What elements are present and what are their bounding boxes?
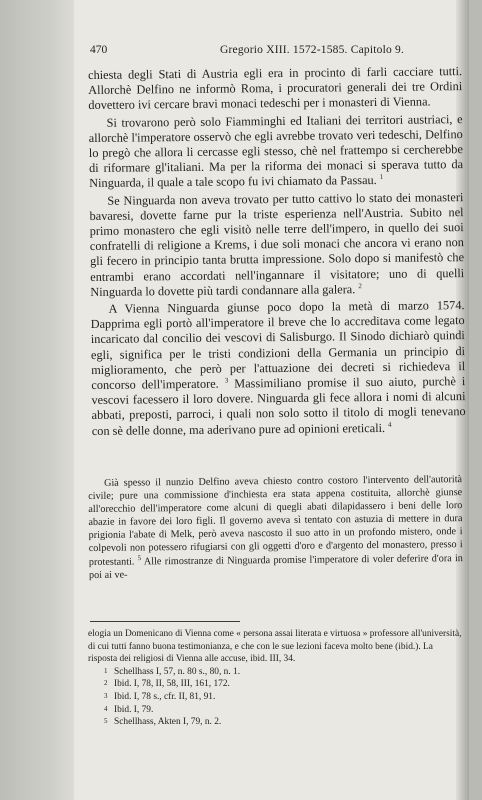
footnote [88, 691, 462, 704]
paragraph-text: Alle rimostranze di Ninguarda promise l'imperatore di voler deferire d'ora in poi ai ve- [88, 552, 463, 581]
footnote-text: Schellhass, Akten I, 79, n. 2. [114, 717, 222, 728]
paragraph [90, 298, 465, 439]
footnote-number: 1 [104, 666, 108, 675]
paragraph-text: Si trovarono però solo Fiamminghi ed Italiani dei territori austriaci, e allorchè l'imperatore osservò che egli avrebbe trovato veri tedeschi, Delfino lo pregò che allora li cercasse egli stesso, chè nel frattempo si cercherebbe di riformare gl'italiani. Ma per la riforma dei monaci si sperava tutto da Ninguarda, il quale a tale scopo fu ivi chiamato da Passau. [88, 111, 464, 191]
footnote-marker: 5 [137, 553, 142, 562]
paragraph [89, 190, 464, 300]
footnote-marker: 3 [224, 376, 229, 385]
footnotes [88, 628, 462, 729]
footnote [88, 666, 462, 679]
page-number: 470 [90, 44, 108, 56]
footnote [88, 678, 462, 691]
footnote-marker: 4 [388, 420, 392, 429]
footnote-text: Ibid. I, 79. [114, 704, 154, 715]
footnote-marker: 2 [358, 281, 362, 290]
running-title: Gregorio XIII. 1572-1585. Capitolo 9. [220, 44, 405, 56]
footnote [88, 716, 462, 729]
paragraph-text: Se Ninguarda non aveva trovato per tutto cattivo lo stato dei monasteri bavaresi, dovette farne pur la triste esperienza nell'Austria. Subito nel primo monastero che egli visitò nelle terre dell'impero, in quello dei suoi confratelli di religione a Krems, i due soli monaci che ancora vi erano non gli fecero in principio tanta brutta impressione. Solo dopo si manifestò che entrambi erano accordati nell'ingannare il visitatore; uno di quelli Ninguarda lo dovette più tardi condannare alla galera. [89, 189, 465, 299]
footnote-rule [90, 621, 240, 622]
paragraph [88, 112, 463, 192]
footnote-number: 4 [104, 704, 108, 713]
main-text [88, 64, 466, 441]
footnote-text: Schellhass I, 57, n. 80 s., 80, n. 1. [114, 666, 241, 677]
paragraph-text: chiesta degli Stati di Austria egli era in procinto di farli cacciare tutti. Allorchè Delfino ne informò Roma, i procuratori generali dei tre Ordini dovettero ivi cercare bravi monaci tedeschi per i monasteri di Vienna. [88, 64, 463, 113]
paragraph-text: A Vienna Ninguarda giunse poco dopo la metà di marzo 1574. Dapprima egli portò all'imperatore il breve che lo accreditava come legato incaricato dal concilio dei vescovi di Salisburgo. Il Sinodo dichiarò quindi egli, significa per le tristi condizioni della Germania un principio di miglioramento, che però per l'attuazione dei decreti si richiedeva il concorso dell'imperatore. [90, 298, 466, 393]
book-gutter [0, 0, 74, 800]
paragraph-text: Massimiliano promise il suo aiuto, purchè i vescovi facessero il loro dovere. Ninguarda gli fece allora i nomi di alcuni abbati, preposti, parroci, i quali non solo sotto il titolo di mogli tenevano con sè delle donne, ma aderivano pure ad opinioni ereticali. [91, 374, 466, 438]
footnote-continuation: elogia un Domenicano di Vienna come « persona assai literata e virtuosa » professore all'università, di cui tutti fanno buona testimonianza, e che con le sue lezioni faceva molto bene (ibid.). La risposta dei religiosi di Vienna alle accuse, ibid. III, 34. [88, 629, 462, 665]
footnote [88, 704, 462, 717]
footnote-marker: 1 [379, 173, 384, 182]
paragraph [88, 473, 463, 582]
page-header [90, 44, 462, 60]
footnote-number: 5 [104, 717, 108, 726]
small-print-section [88, 473, 463, 582]
footnote-text: Ibid. I, 78 s., cfr. II, 81, 91. [114, 691, 216, 702]
footnote-number: 2 [104, 679, 108, 688]
paragraph [88, 64, 462, 114]
footnote-text: Ibid. I, 78, II, 58, III, 161, 172. [114, 679, 230, 690]
paragraph-text: Già spesso il nunzio Delfino aveva chiesto contro costoro l'intervento dell'autorità civile; pure una commissione d'inchiesta era stata appena costituita, allorchè giunse all'orecchio dell'imperatore come alcuni di quegli abati dilapidassero i beni delle loro abazie in favore dei loro figli. Il governo aveva sì tentato con astuzia di mettere in dura prigionia l'abate di Melk, però aveva nascosto il suo atto in un profondo mistero, onde i colpevoli non potessero rifugiarsi con gli oggetti d'oro e d'argento del monastero, presso i protestanti. [88, 474, 463, 568]
footnote-number: 3 [104, 691, 108, 700]
